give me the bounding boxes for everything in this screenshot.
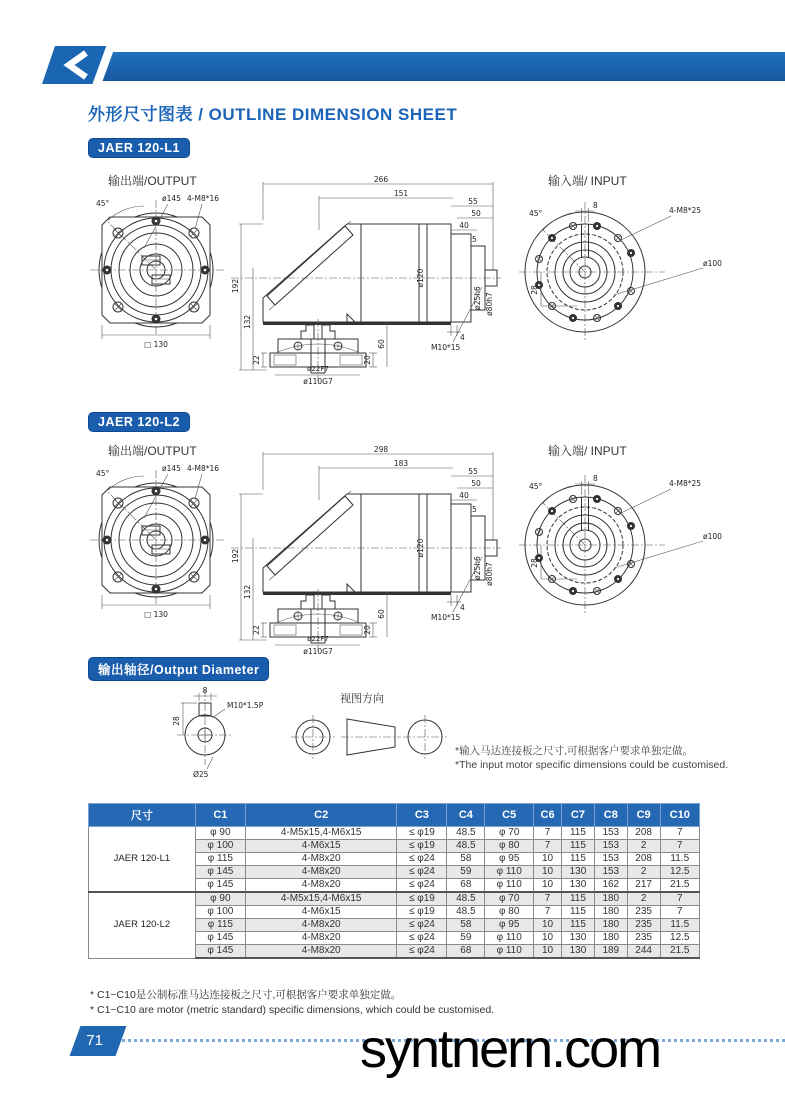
table-cell: φ 80 bbox=[485, 906, 534, 919]
input-customisation-note bbox=[455, 744, 728, 772]
dim-label: 8 bbox=[593, 201, 598, 210]
table-cell: 12.5 bbox=[660, 866, 699, 879]
dim-label: ø120 bbox=[416, 538, 425, 558]
table-cell: 4-M6x15 bbox=[245, 906, 397, 919]
table-cell: 7 bbox=[660, 840, 699, 853]
table-cell: ≤ φ24 bbox=[397, 945, 447, 959]
table-cell: 130 bbox=[562, 945, 595, 959]
note-line-cn: *输入马达连接板之尺寸,可根据客户要求单独定做。 bbox=[455, 745, 694, 757]
table-cell: 130 bbox=[562, 866, 595, 879]
dim-label: ø145 bbox=[162, 464, 181, 473]
page-title: 外形尺寸图表 / OUTLINE DIMENSION SHEET bbox=[88, 105, 458, 124]
column-header: C3 bbox=[397, 804, 447, 827]
dim-label: 132 bbox=[243, 314, 252, 330]
dim-label: 40 bbox=[459, 491, 469, 500]
column-header: C8 bbox=[594, 804, 627, 827]
table-cell: 180 bbox=[594, 932, 627, 945]
table-cell: φ 115 bbox=[195, 853, 245, 866]
table-cell: 10 bbox=[534, 879, 562, 893]
table-cell: φ 100 bbox=[195, 906, 245, 919]
table-cell: 4-M8x20 bbox=[245, 945, 397, 959]
dim-label: 20 bbox=[363, 625, 372, 635]
dim-label: 45° bbox=[529, 209, 543, 218]
column-header: C7 bbox=[562, 804, 595, 827]
dim-label: ø22F7 bbox=[307, 365, 329, 373]
dim-label: 45° bbox=[96, 199, 110, 208]
table-cell: 11.5 bbox=[660, 853, 699, 866]
l2-side-drawing bbox=[201, 444, 506, 658]
footnotes bbox=[90, 988, 494, 1018]
column-header: 尺寸 bbox=[89, 804, 196, 827]
dim-label: 28 bbox=[530, 285, 539, 295]
table-cell: φ 145 bbox=[195, 866, 245, 879]
model-label: JAER 120-L2 bbox=[89, 892, 196, 958]
dim-label: M10*1.5P bbox=[227, 701, 264, 710]
table-cell: 21.5 bbox=[660, 945, 699, 959]
dim-label: 192 bbox=[231, 278, 240, 294]
dim-label: 8 bbox=[593, 474, 598, 483]
table-cell: 153 bbox=[594, 866, 627, 879]
table-cell: 208 bbox=[627, 853, 660, 866]
dim-label: 151 bbox=[393, 189, 409, 198]
table-cell: ≤ φ19 bbox=[397, 827, 447, 840]
dim-label: 5 bbox=[472, 505, 477, 514]
dim-label: 55 bbox=[468, 467, 478, 476]
dim-label: 132 bbox=[243, 584, 252, 600]
table-cell: 11.5 bbox=[660, 919, 699, 932]
table-cell: 10 bbox=[534, 919, 562, 932]
table-cell: 21.5 bbox=[660, 879, 699, 893]
table-cell: 217 bbox=[627, 879, 660, 893]
table-cell: 12.5 bbox=[660, 932, 699, 945]
table-cell: 59 bbox=[447, 866, 485, 879]
footnote-en: * C1~C10 are motor (metric standard) specific dimensions, which could be customised. bbox=[90, 1004, 495, 1016]
dim-label: 298 bbox=[373, 445, 389, 454]
table-cell: 4-M8x20 bbox=[245, 866, 397, 879]
dim-label: ø100 bbox=[703, 532, 722, 541]
table-cell: 4-M5x15,4-M6x15 bbox=[245, 827, 397, 840]
page-number-badge bbox=[70, 1026, 127, 1056]
dim-label: □ 130 bbox=[144, 340, 168, 349]
table-cell: φ 145 bbox=[195, 932, 245, 945]
table-cell: 7 bbox=[534, 906, 562, 919]
dim-label: 4-M8*16 bbox=[187, 194, 220, 203]
column-header: C6 bbox=[534, 804, 562, 827]
table-cell: φ 110 bbox=[485, 945, 534, 959]
table-cell: φ 95 bbox=[485, 853, 534, 866]
dim-label: M10*15 bbox=[431, 343, 461, 352]
table-cell: 4-M8x20 bbox=[245, 879, 397, 893]
table-cell: 10 bbox=[534, 866, 562, 879]
output-end-label: 输出端/OUTPUT bbox=[108, 174, 197, 188]
dim-label: 45° bbox=[96, 469, 110, 478]
table-cell: 189 bbox=[594, 945, 627, 959]
table-cell: 2 bbox=[627, 840, 660, 853]
view-direction-label: 视图方向 bbox=[340, 693, 384, 705]
table-cell: 58 bbox=[447, 919, 485, 932]
table-cell: 115 bbox=[562, 892, 595, 906]
table-cell: 115 bbox=[562, 906, 595, 919]
footnote-cn: * C1~C10是公制标准马达连接板之尺寸,可根据客户要求单独定做。 bbox=[90, 989, 402, 1001]
table-cell: ≤ φ19 bbox=[397, 892, 447, 906]
dim-label: ø22F7 bbox=[307, 635, 329, 643]
model-badge-l2: JAER 120-L2 bbox=[88, 412, 190, 432]
table-cell: ≤ φ19 bbox=[397, 840, 447, 853]
dim-label: 28 bbox=[530, 558, 539, 568]
table-row bbox=[89, 892, 700, 906]
table-cell: 4-M8x20 bbox=[245, 919, 397, 932]
dim-label: ø110G7 bbox=[303, 377, 333, 386]
table-cell: 7 bbox=[660, 827, 699, 840]
table-cell: φ 115 bbox=[195, 919, 245, 932]
table-cell: 4-M8x20 bbox=[245, 932, 397, 945]
table-cell: φ 90 bbox=[195, 827, 245, 840]
dim-label: 4-M8*25 bbox=[669, 479, 702, 488]
column-header: C9 bbox=[627, 804, 660, 827]
dimension-spec-table bbox=[88, 803, 700, 959]
table-cell: 235 bbox=[627, 906, 660, 919]
table-cell: 130 bbox=[562, 879, 595, 893]
table-cell: 162 bbox=[594, 879, 627, 893]
table-cell: 48.5 bbox=[447, 892, 485, 906]
table-cell: 48.5 bbox=[447, 840, 485, 853]
table-cell: 7 bbox=[660, 892, 699, 906]
table-cell: 7 bbox=[534, 827, 562, 840]
table-cell: 244 bbox=[627, 945, 660, 959]
table-cell: φ 100 bbox=[195, 840, 245, 853]
column-header: C2 bbox=[245, 804, 397, 827]
l2-input-front-drawing bbox=[505, 455, 765, 630]
output-diameter-badge: 输出轴径/Output Diameter bbox=[88, 657, 269, 681]
header-band bbox=[96, 52, 785, 81]
shaft-view-direction-drawing bbox=[283, 705, 448, 765]
table-cell: 10 bbox=[534, 932, 562, 945]
dim-label: 50 bbox=[471, 209, 481, 218]
table-cell: 58 bbox=[447, 853, 485, 866]
dim-label: 45° bbox=[529, 482, 543, 491]
dim-label: 266 bbox=[373, 175, 389, 184]
dim-label: 55 bbox=[468, 197, 478, 206]
column-header: C1 bbox=[195, 804, 245, 827]
table-cell: 10 bbox=[534, 853, 562, 866]
dim-label: ø25h6 bbox=[473, 556, 482, 580]
input-end-label: 输入端/ INPUT bbox=[548, 174, 627, 188]
page-number: 71 bbox=[86, 1032, 103, 1049]
dim-label: 183 bbox=[393, 459, 409, 468]
table-cell: 7 bbox=[534, 840, 562, 853]
dim-label: 4 bbox=[460, 333, 465, 342]
table-cell: φ 70 bbox=[485, 827, 534, 840]
dim-label: ø80h7 bbox=[485, 562, 494, 586]
dim-label: Ø25 bbox=[193, 770, 209, 779]
table-cell: ≤ φ24 bbox=[397, 879, 447, 893]
table-cell: 115 bbox=[562, 840, 595, 853]
dim-label: 8 bbox=[202, 686, 208, 695]
table-cell: φ 110 bbox=[485, 866, 534, 879]
table-cell: 4-M5x15,4-M6x15 bbox=[245, 892, 397, 906]
model-badge-l1: JAER 120-L1 bbox=[88, 138, 190, 158]
dim-label: ø25h6 bbox=[473, 286, 482, 310]
model-label: JAER 120-L1 bbox=[89, 827, 196, 893]
table-cell: φ 110 bbox=[485, 932, 534, 945]
table-cell: ≤ φ24 bbox=[397, 866, 447, 879]
dim-label: ø110G7 bbox=[303, 647, 333, 656]
dim-label: 4-M8*25 bbox=[669, 206, 702, 215]
note-line-en: *The input motor specific dimensions could be customised. bbox=[455, 759, 729, 771]
l1-input-front-drawing bbox=[505, 182, 765, 357]
dim-label: ø80h7 bbox=[485, 292, 494, 316]
table-cell: 180 bbox=[594, 892, 627, 906]
table-cell: 180 bbox=[594, 919, 627, 932]
table-cell: 153 bbox=[594, 840, 627, 853]
dim-label: 4 bbox=[460, 603, 465, 612]
table-cell: φ 95 bbox=[485, 919, 534, 932]
table-cell: ≤ φ24 bbox=[397, 919, 447, 932]
table-cell: 7 bbox=[660, 906, 699, 919]
table-cell: 7 bbox=[534, 892, 562, 906]
table-cell: 208 bbox=[627, 827, 660, 840]
input-end-label: 输入端/ INPUT bbox=[548, 444, 627, 458]
table-row bbox=[89, 827, 700, 840]
table-cell: 2 bbox=[627, 892, 660, 906]
dim-label: 20 bbox=[363, 355, 372, 365]
table-cell: 68 bbox=[447, 945, 485, 959]
dim-label: □ 130 bbox=[144, 610, 168, 619]
table-cell: φ 145 bbox=[195, 945, 245, 959]
column-header: C5 bbox=[485, 804, 534, 827]
dim-label: 22 bbox=[252, 625, 261, 635]
dim-label: 28 bbox=[172, 716, 181, 726]
table-cell: 68 bbox=[447, 879, 485, 893]
table-cell: 48.5 bbox=[447, 906, 485, 919]
spec-table-header bbox=[89, 804, 700, 827]
table-cell: 2 bbox=[627, 866, 660, 879]
dim-label: 40 bbox=[459, 221, 469, 230]
table-cell: 59 bbox=[447, 932, 485, 945]
l1-side-drawing bbox=[201, 174, 506, 388]
dim-label: 60 bbox=[377, 339, 386, 349]
table-cell: 10 bbox=[534, 945, 562, 959]
table-cell: φ 70 bbox=[485, 892, 534, 906]
dim-label: ø145 bbox=[162, 194, 181, 203]
table-cell: 153 bbox=[594, 853, 627, 866]
table-cell: 235 bbox=[627, 919, 660, 932]
dim-label: 22 bbox=[252, 355, 261, 365]
dim-label: M10*15 bbox=[431, 613, 461, 622]
table-cell: 4-M8x20 bbox=[245, 853, 397, 866]
table-cell: ≤ φ24 bbox=[397, 932, 447, 945]
table-cell: 180 bbox=[594, 906, 627, 919]
table-cell: φ 90 bbox=[195, 892, 245, 906]
output-shaft-detail-drawing bbox=[155, 685, 285, 785]
table-cell: ≤ φ24 bbox=[397, 853, 447, 866]
dim-label: 192 bbox=[231, 548, 240, 564]
table-cell: 235 bbox=[627, 932, 660, 945]
output-end-label: 输出端/OUTPUT bbox=[108, 444, 197, 458]
table-cell: 48.5 bbox=[447, 827, 485, 840]
table-cell: 115 bbox=[562, 853, 595, 866]
watermark-text: syntnern.com bbox=[360, 1019, 661, 1079]
table-cell: 153 bbox=[594, 827, 627, 840]
column-header: C10 bbox=[660, 804, 699, 827]
table-cell: φ 145 bbox=[195, 879, 245, 893]
table-cell: 4-M6x15 bbox=[245, 840, 397, 853]
dim-label: 4-M8*16 bbox=[187, 464, 220, 473]
column-header: C4 bbox=[447, 804, 485, 827]
table-cell: 115 bbox=[562, 827, 595, 840]
table-cell: ≤ φ19 bbox=[397, 906, 447, 919]
table-cell: φ 80 bbox=[485, 840, 534, 853]
dim-label: 5 bbox=[472, 235, 477, 244]
table-cell: 115 bbox=[562, 919, 595, 932]
dim-label: ø100 bbox=[703, 259, 722, 268]
table-cell: 130 bbox=[562, 932, 595, 945]
dim-label: 60 bbox=[377, 609, 386, 619]
dim-label: ø120 bbox=[416, 268, 425, 288]
dim-label: 50 bbox=[471, 479, 481, 488]
table-cell: φ 110 bbox=[485, 879, 534, 893]
